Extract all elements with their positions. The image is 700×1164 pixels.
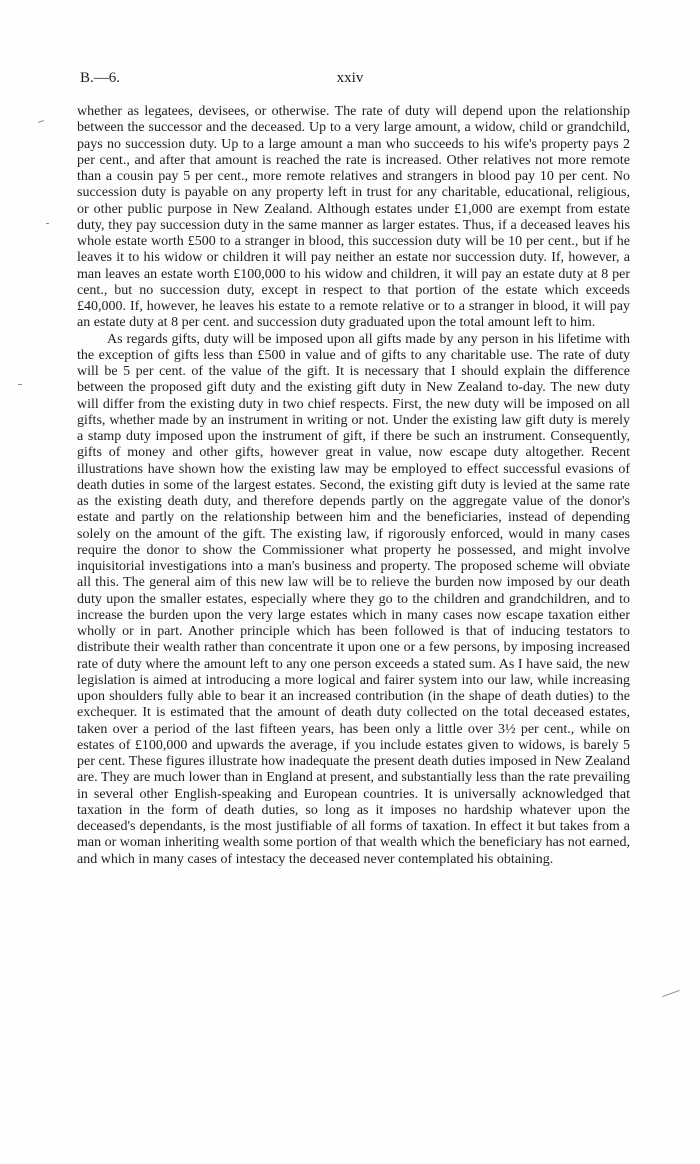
margin-mark [18,384,22,385]
paragraph-succession-duty: whether as legatees, devisees, or otherwise. The rate of duty will depend upon the relationship between the successor and the deceased. Up to a very large amount, a widow, child or grandchild, pays no succession duty. Up to a large amount a man who succeeds to his wife's property pays 2 per cent., and after that amount is reached the rate is increased. Other relatives not more remote than a cousin pay 5 per cent., more remote relatives and strangers in blood pay 10 per cent. No succession duty is payable on any property left in trust for any charitable, educational, religious, or other public purpose in New Zealand. Although estates under £1,000 are exempt from estate duty, they pay succession duty in the same manner as larger estates. Thus, if a deceased leaves his whole estate worth £500 to a stranger in blood, this succession duty will be 10 per cent., but if he leaves it to his widow or children it will pay neither an estate nor succession duty. If, however, a man leaves an estate worth £100,000 to his widow and children, it will pay an estate duty at 8 per cent., but no succession duty, except in respect to that portion of the estate which exceeds £40,000. If, however, he leaves his estate to a remote relative or to a stranger in blood, it will pay an estate duty at 8 per cent. and succession duty graduated upon the total amount left to him. [77,104,630,331]
page-number: xxiv [336,70,364,86]
paragraph-gift-duty: As regards gifts, duty will be imposed upon all gifts made by any person in his lifetime with the exception of gifts less than £500 in value and of gifts to any charitable use. The rate of duty will be 5 per cent. of the value of the gift. It is necessary that I should explain the difference between the proposed gift duty and the existing gift duty in New Zealand to-day. The new duty will differ from the existing duty in two chief respects. First, the new duty will be imposed on all gifts, whether made by an instrument in writing or not. Under the existing law gift duty is merely a stamp duty imposed upon the instrument of gift, if there be such an instrument. Consequently, gifts of money and other gifts, however great in value, now escape duty altogether. Recent illustrations have shown how the existing law may be employed to effect successful evasions of death duties in some of the largest estates. Second, the existing gift duty is levied at the same rate as the existing death duty, and therefore depends partly on the aggregate value of the donor's estate and partly on the relationship between him and the beneficiaries, instead of depending solely on the amount of the gift. The existing law, if rigorously enforced, would in many cases require the donor to show the Commissioner what property he possessed, and might involve inquisitorial investigations into a man's business and property. The proposed scheme will obviate all this. The general aim of this new law will be to relieve the burden now imposed by our death duty upon the smaller estates, especially where they go to the children and grandchildren, and to increase the burden upon the very large estates which in many cases now escape taxation either wholly or in part. Another principle which has been followed is that of inducing testators to distribute their wealth rather than concentrate it upon one or a few persons, by imposing increased rate of duty where the amount left to any one person exceeds a stated sum. As I have said, the new legislation is aimed at introducing a more logical and fairer system into our law, while increasing upon shoulders fully able to bear it an increased contribution (in the shape of death duties) to the exchequer. It is estimated that the amount of death duty collected on the total deceased estates, taken over a period of the last fifteen years, has been only a little over 3½ per cent., while on estates of £100,000 and upwards the average, if you include estates given to widows, is barely 5 per cent. These figures illustrate how inadequate the present death duties imposed in New Zealand are. They are much lower than in England at present, and substantially less than the rate prevailing in several other English-speaking and European countries. It is universally acknowledged that taxation in the form of death duties, so long as it imposes no hardship whatever upon the deceased's dependants, is the most justifiable of all forms of taxation. In effect it but takes from a man or woman inheriting wealth some portion of that wealth which the beneficiary has not earned, and which in many cases of intestacy the deceased never contemplated his obtaining. [77,331,630,867]
margin-mark [38,120,44,123]
body-text [77,104,630,868]
document-reference: B.—6. [80,70,121,86]
page-header [0,70,700,90]
margin-mark [662,990,679,997]
margin-mark [46,223,49,224]
